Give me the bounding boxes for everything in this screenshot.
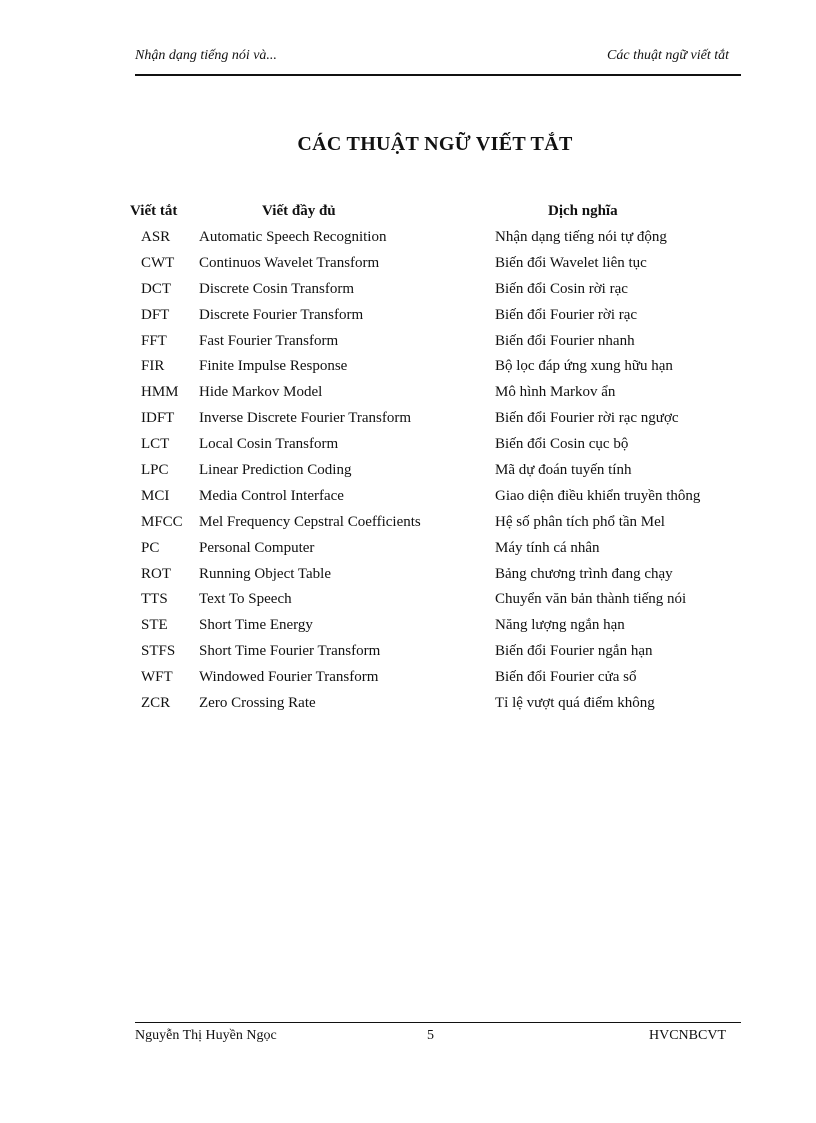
row-meaning: Nhận dạng tiếng nói tự động [495,229,667,245]
header-left-text: Nhận dạng tiếng nói và... [135,48,277,63]
table-row [0,488,816,514]
page-title: CÁC THUẬT NGỮ VIẾT TẮT [297,133,573,155]
row-abbreviation: ROT [141,565,171,582]
row-abbreviation: PC [141,539,160,556]
row-meaning: Chuyển văn bản thành tiếng nói [495,591,687,608]
footer-page-number: 5 [427,1028,434,1043]
row-meaning: Biến đổi Fourier rời rạc ngược [495,410,679,427]
table-row [0,229,816,255]
footer-divider [135,1022,741,1023]
table-row [0,566,816,592]
row-full-form: Short Time Fourier Transform [199,643,381,660]
column-header-abbreviation: Viết tắt [130,203,178,219]
abbreviation-table [0,203,816,721]
row-full-form: Hide Markov Model [199,384,323,401]
row-meaning: Tỉ lệ vượt quá điểm không [495,695,655,712]
row-full-form: Short Time Energy [199,617,313,634]
table-row [0,695,816,721]
row-full-form: Finite Impulse Response [199,358,348,375]
table-row [0,281,816,307]
row-full-form: Media Control Interface [199,487,344,504]
row-abbreviation: DCT [141,280,171,297]
column-header-full-form: Viết đầy đủ [262,203,336,219]
row-meaning: Năng lượng ngắn hạn [495,617,625,634]
page-header [135,48,741,68]
row-abbreviation: MFCC [141,513,183,530]
row-full-form: Discrete Fourier Transform [199,306,364,323]
row-meaning: Bảng chương trình đang chạy [495,565,673,582]
row-abbreviation: ZCR [141,695,171,712]
table-row [0,643,816,669]
row-full-form: Local Cosin Transform [199,436,339,453]
row-full-form: Mel Frequency Cepstral Coefficients [199,513,421,530]
footer-author: Nguyễn Thị Huyền Ngọc [135,1028,277,1043]
row-abbreviation: CWT [141,254,175,271]
row-meaning: Bộ lọc đáp ứng xung hữu hạn [495,358,673,375]
row-meaning: Hệ số phân tích phổ tần Mel [495,513,665,530]
table-row [0,436,816,462]
table-row [0,617,816,643]
row-full-form: Fast Fourier Transform [199,332,339,349]
row-abbreviation: FFT [141,332,167,349]
table-row [0,255,816,281]
table-row [0,514,816,540]
row-full-form: Running Object Table [199,565,331,582]
row-full-form: Inverse Discrete Fourier Transform [199,410,412,427]
table-row [0,333,816,359]
table-row [0,307,816,333]
header-divider [135,74,741,76]
row-meaning: Biến đổi Fourier nhanh [495,332,635,349]
row-meaning: Biến đổi Wavelet liên tục [495,254,647,271]
row-full-form: Zero Crossing Rate [199,695,316,712]
table-header-row [0,203,816,229]
row-abbreviation: STE [141,617,168,634]
page-footer [135,1028,741,1048]
row-full-form: Personal Computer [199,539,315,556]
table-row [0,462,816,488]
row-abbreviation: WFT [141,669,173,686]
row-meaning: Mã dự đoán tuyến tính [495,462,632,479]
row-meaning: Biến đổi Fourier cửa sổ [495,669,637,686]
row-meaning: Biến đổi Fourier ngắn hạn [495,643,653,660]
row-full-form: Linear Prediction Coding [199,462,352,479]
row-abbreviation: LPC [141,462,169,479]
row-abbreviation: MCI [141,487,170,504]
row-full-form: Continuos Wavelet Transform [199,254,380,271]
table-row [0,591,816,617]
row-abbreviation: DFT [141,306,170,323]
column-header-meaning: Dịch nghĩa [548,203,618,219]
table-row [0,410,816,436]
row-meaning: Máy tính cá nhân [495,539,600,556]
row-meaning: Giao diện điều khiển truyền thông [495,487,701,504]
table-row [0,384,816,410]
row-abbreviation: HMM [141,384,179,401]
row-meaning: Biến đổi Cosin cục bộ [495,436,629,453]
table-row [0,358,816,384]
row-meaning: Biến đổi Cosin rời rạc [495,280,628,297]
row-full-form: Discrete Cosin Transform [199,280,354,297]
table-row [0,540,816,566]
row-abbreviation: IDFT [141,410,175,427]
row-abbreviation: STFS [141,643,176,660]
table-body [0,229,816,721]
table-row [0,669,816,695]
row-abbreviation: FIR [141,358,165,375]
row-full-form: Windowed Fourier Transform [199,669,379,686]
header-right-text: Các thuật ngữ viết tắt [607,48,729,63]
row-full-form: Automatic Speech Recognition [199,229,387,245]
footer-organization: HVCNBCVT [648,1028,726,1043]
row-abbreviation: LCT [141,436,170,453]
row-abbreviation: ASR [141,229,171,245]
row-meaning: Biến đổi Fourier rời rạc [495,306,638,323]
row-full-form: Text To Speech [199,591,292,608]
row-abbreviation: TTS [141,591,168,608]
row-meaning: Mô hình Markov ẩn [495,384,616,401]
